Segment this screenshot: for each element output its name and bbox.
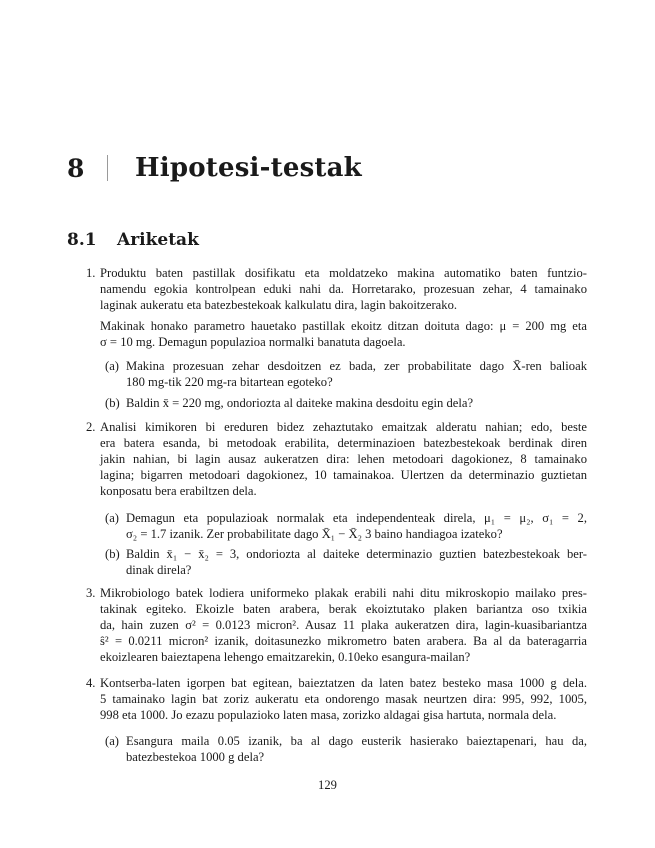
text-line: ŝ² = 0.0211 micron² izanik, doitasunezko mikrometro baten arabera. Ba al da bateragarria (100, 634, 587, 648)
text-line: Mikrobiologo batek lodiera uniformeko plakak erabili nahi ditu mikroskopio mailako pres- (100, 586, 587, 600)
text-line: Demagun eta populazioak normalak eta independenteak direla, μ₁ = μ₂, σ₁ = 2, (126, 511, 587, 525)
text-line: Esangura maila 0.05 izanik, ba al dago eusterik hasierako baieztapenari, hau da, (126, 734, 587, 748)
exercise-paragraph (100, 419, 587, 499)
item-text (126, 733, 587, 765)
item-label: (b) (105, 547, 120, 561)
text-line: Makinak honako parametro hauetako pastillak ekoitz ditzan doituta dago: μ = 200 mg eta (100, 319, 587, 333)
section-heading (67, 230, 199, 250)
text-line: takinak egiteko. Ekoizle baten arabera, berak ekoiztutako plaken bariantza oso txikia (100, 602, 587, 616)
exercise-number: 1. (86, 266, 96, 280)
exercise-number: 4. (86, 676, 96, 690)
text-line: Baldin x̄₁ − x̄₂ = 3, ondoriozta al daiteke determinazio guztien batezbestekoak ber- (126, 547, 587, 561)
text-line: Analisi kimikoren bi ereduren bidez zehaztutako emaitzak alderatu nahian; edo, beste (100, 420, 587, 434)
text-line: da, hain zuzen σ² = 0.0123 micron². Ausaz 11 plaka aukeratzen dira, lagin-kuasibariantza (100, 618, 587, 632)
section-title: Ariketak (117, 230, 199, 250)
item-text (126, 546, 587, 578)
item-label: (b) (105, 396, 120, 410)
exercise-paragraph (100, 585, 587, 665)
chapter-heading (67, 146, 362, 190)
text-line: ekoizlearen baieztapena lehengo emaitzarekin, 0.10eko esangura-mailan? (100, 650, 471, 664)
exercise-paragraph (100, 265, 587, 313)
chapter-title: Hipotesi-testak (135, 153, 362, 183)
exercise-paragraph (100, 675, 587, 723)
item-label: (a) (105, 511, 119, 525)
item-text (126, 395, 587, 411)
text-line: konposatu bera erabiltzen dela. (100, 484, 257, 498)
text-line: 5 tamainako lagin bat zoriz aukeratu eta ondorengo masak neurtzen dira: 995, 992, 1005, (100, 692, 587, 706)
page-number: 129 (318, 778, 337, 792)
item-text (126, 358, 587, 390)
text-line: jakin nahian, bi lagin ausaz aukeratzen dira: lehen metodoari dagokionez, 8 tamainako (100, 452, 587, 466)
text-line: Kontserba-laten igorpen bat egitean, baieztatzen da laten batez besteko masa 1000 g dela. (100, 676, 587, 690)
text-line: era batera esanda, bi metodoak erabilita, determinazioen batezbestekoak berdinak diren (100, 436, 587, 450)
chapter-divider (107, 155, 108, 181)
text-line: Makina prozesuan zehar desdoitzen ez bada, zer probabilitate dago X̄-ren balioak (126, 359, 587, 373)
text-line: Produktu baten pastillak dosifikatu eta moldatzeko makina automatiko baten funtzio- (100, 266, 587, 280)
item-text (126, 510, 587, 542)
chapter-number: 8 (67, 153, 85, 183)
text-line: laginak aukeratu eta batezbestekoak kalkulatu dira, lagin bakoitzerako. (100, 298, 458, 312)
text-line: lagina; bigarren metodoari dagokionez, 10 tamainakoa. Ulertzen da determinazio guztietan (100, 468, 587, 482)
text-line: Baldin x̄ = 220 mg, ondoriozta al daiteke makina desdoitu egin dela? (126, 396, 474, 410)
section-number: 8.1 (67, 230, 97, 250)
exercise-number: 3. (86, 586, 96, 600)
text-line: namendu egokia kontrolpean eduki nahi da. Horretarako, prozesuan zehar, 4 tamainako (100, 282, 587, 296)
text-line: σ = 10 mg. Demagun populazioa normalki banatuta dagoela. (100, 335, 406, 349)
text-line: 180 mg-tik 220 mg-ra bitartean egoteko? (126, 375, 333, 389)
exercise-paragraph (100, 318, 587, 350)
text-line: dinak direla? (126, 563, 192, 577)
text-line: batezbestekoa 1000 g dela? (126, 750, 265, 764)
text-line: σ₂ = 1.7 izanik. Zer probabilitate dago X̄₁ − X̄₂ 3 baino handiagoa izateko? (126, 527, 503, 541)
exercise-number: 2. (86, 420, 96, 434)
text-line: 998 eta 1000. Jo ezazu populazioko laten masa, zorizko aldagai gisa hartuta, normala dela. (100, 708, 557, 722)
item-label: (a) (105, 359, 119, 373)
item-label: (a) (105, 734, 119, 748)
